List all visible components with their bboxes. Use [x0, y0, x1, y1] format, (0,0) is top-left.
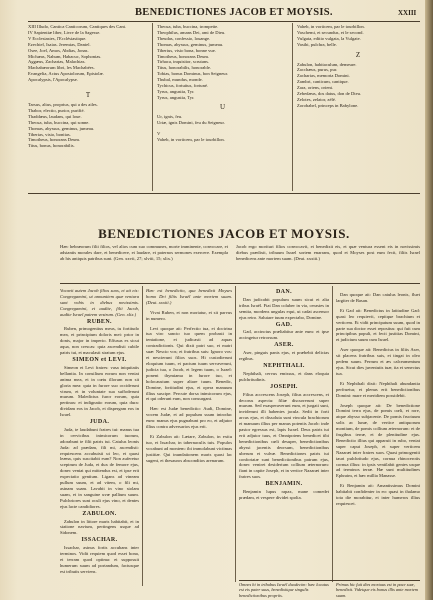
glossary-col2-letter: U — [219, 102, 226, 111]
tribe-heading: DAN. — [275, 289, 293, 295]
glossary-entry: Thecua, tuba, buccina, trompette. — [157, 24, 219, 29]
blessing-text: Vivat Ruben, et non moriatur, et sit parvus in numero. — [146, 309, 232, 321]
glossary-col3-letter: Z — [355, 50, 361, 59]
glossary-entry: Tychicus, fortuitus, fortuné. — [157, 83, 209, 89]
footer-note-right: Primus hic fuit dies mortuus est in pace suæ, benedixit. Videtque eis bonus illis ante mortem suam. — [336, 582, 418, 598]
glossary-col3-entries-2 — [297, 62, 419, 109]
blessing-text: Aser, pinguis panis ejus, et præbebit delicias regibus. — [239, 350, 329, 362]
footer-note-left: Omnes hi in tribubus Israël duodecim: hæc locutus est eis pater suus, benedixitque singulis benedictionibus propriis. — [239, 582, 329, 598]
glossary-col2-entries — [157, 24, 288, 101]
glossary-entry: Tobias, bonus Dominus, bon Seigneur. — [157, 71, 229, 77]
blessing-text: Zabulon in littore maris habitabit, et in statione navium, pertingens usque ad Sidonem. — [60, 518, 139, 536]
glossary-entry: Thaddæus, laudans, qui loue. — [28, 113, 82, 119]
glossary-entry: Vasthi, pulchra, belle. — [297, 41, 337, 47]
glossary-entry: XIII Illudo, Cantica Canticorum, Cantiques des Cant. — [28, 24, 127, 29]
glossary-entry: Zabulon, habitaculum, demeure. — [297, 61, 357, 67]
header-rule — [28, 21, 420, 22]
glossary-entry: Zacharias, memoria Domini. — [297, 73, 350, 79]
blessing-text: Et Zabulon ait: Lætare, Zabulon, in exitu tuo, et Issachar, in tabernaculis tuis. Populos vocabunt ad montem: ibi immolabunt victimas justitiæ. Qui inundationem maris quasi lac sugent, et thesauros absconditos arenarum. — [146, 433, 232, 463]
glossary-entry: Thomas, abyssus, geminus, jumeau. — [28, 125, 95, 131]
jacob-intro: Vocavit autem Jacob filios suos, et ait eis: Congregamini, ut annuntiem quæ ventura sunt vobis in diebus novissimis. Congregamini, et audite, filii Jacob, audite Israel patrem vestrum. (Gen. xlix.) — [60, 288, 139, 317]
tribe-heading: NEPHTHALI. — [263, 362, 305, 369]
glossary-entry: Timotheus, honorans Deum. — [157, 53, 210, 59]
blessing-text: Filius accrescens Joseph, filius accrescens, et decorus aspectu: filiæ discurrerunt super murum. Sed exasperaverunt eum, et jurgati sunt, inviderunt illi habentes jacula. Sedit in forti arcus ejus, et dissoluta sunt vincula brachiorum et manuum illius per manus potentis Jacob: inde pastor egressus est, lapis Israel. Deus patris tui erit adjutor tuus, et Omnipotens benedicet tibi benedictionibus cœli desuper, benedictionibus abyssi jacentis deorsum, benedictionibus uberum et vulvæ. Benedictiones patris tui confortatæ sunt benedictionibus patrum ejus, donec veniret desiderium collium æternorum: fiant in capite Joseph, et in vertice Nazaræi inter fratres suos. — [239, 391, 329, 480]
glossary-entry: Tyrus, angustia, Tyr. — [157, 88, 195, 94]
intro-paragraph-1: Hæc hebræorum filii filios, vel alios cum suo communes, morte imminente, convocare, et adstantis morales dare, et benedicere, et laudare, et paternos sermones exercere. Exempla ab his antiquis patribus sunt. (Gen. xxvii, 27; xlviii, 15; xlix.) — [60, 244, 228, 261]
tribe-heading: RUBEN. — [87, 318, 112, 325]
tribe-heading: BENJAMIN. — [265, 481, 303, 488]
glossary-entry: Michæas, Nahum, Habacuc, Sophonias. — [28, 53, 102, 59]
moses-intro: Hæc est benedictio, qua benedixit Moyses homo Dei filiis Israël ante mortem suam. (Deut. xxxiii.) — [146, 288, 232, 305]
tribe-heading: SIMEON et LEVI. — [72, 356, 127, 363]
blessing-text: Dan quoque ait: Dan catulus leonis, fluet largiter de Basan. — [336, 292, 420, 303]
blessing-text: Ruben, primogenitus meus, tu fortitudo mea, et principium doloris mei: prior in donis, major in imperio. Effusus es sicut aqua, non crescas: quia ascendisti cubile patris tui, et maculasti stratum ejus. — [60, 326, 139, 356]
glossary-entry: Theophilus, amans Dei, ami de Dieu. — [157, 29, 226, 35]
glossary-entry: Thomas, abyssus, geminus, jumeau. — [157, 41, 224, 47]
jacob-column-right — [239, 288, 329, 574]
blessing-text: Simeon et Levi fratres: vasa iniquitatis bellantia. In consilium eorum non veniat anima mea, et in cœtu illorum non sit gloria mea: quia in furore suo occiderunt virum, et in voluntate sua suffoderunt murum. Maledictus furor eorum, quia pertinax: et indignatio eorum, quia dura: dividam eos in Jacob, et dispergam eos in Israel. — [60, 364, 139, 418]
glossary-entry: Vaschemi, et secundus, et le second. — [297, 29, 364, 35]
glossary-entry: Machabæorum libri, les Machabées. — [28, 65, 95, 71]
glossary-entry: Tarsus, altus, proprius, qui a des ailes. — [28, 101, 98, 107]
tribe-heading: JUDA. — [89, 419, 110, 426]
moses-blessings-continued — [336, 292, 420, 507]
glossary-entry: Tyrus, angustia, Tyr. — [157, 94, 195, 100]
moses-blessings — [146, 310, 232, 464]
glossary-entry: Tiberius, visio bona, bonne vue. — [157, 47, 216, 53]
glossary-col3-entries — [297, 24, 419, 48]
glossary-entry: Ezechiel, Isaias. Jeremias, Daniel. — [28, 41, 91, 47]
moses-column — [146, 288, 232, 584]
book-spine — [425, 0, 433, 600]
tribe-heading: JOSEPH. — [270, 383, 298, 390]
glossary-entry: Zebedæus, dos datus, don de Dieu. — [297, 91, 362, 97]
blessing-text: Et Nephthali dixit: Nephthali abundantia perfruetur, et plenus erit benedictionibus Domini: mare et meridiem possidebit. — [336, 380, 420, 398]
blessing-text: Juda, te laudabunt fratres tui: manus tua in cervicibus inimicorum tuorum, adorabunt te filii patris tui. Catulus leonis Juda: ad prædam, fili mi, ascendisti: requiescens accubuisti ut leo, et quasi leæna, quis suscitabit eum? Non auferetur sceptrum de Juda, et dux de femore ejus, donec veniat qui mittendus est, et ipse erit expectatio gentium. Ligans ad vineam pullum suum, et ad vitem, o fili mi, asinam suam. Lavabit in vino stolam suam, et in sanguine uvæ pallium suum. Pulchriores sunt oculi ejus vino, et dentes ejus lacte candidiores. — [60, 426, 139, 509]
page-number: XXIII — [398, 9, 417, 17]
section-rule-mid — [60, 283, 420, 284]
glossary-entry: V — [157, 131, 161, 137]
glossary-entry: Aggæus, Zacharias, Malachias. — [28, 59, 86, 65]
glossary-col1-entries — [28, 24, 148, 83]
intro-paragraph-2: Jacob ergo morituri filios convocavit, et benedixit eis, et quæ ventura essent eis in novissimis diebus prædixit, tribuum Israel sortem enarrans, quod et Moyses post eum fecit, filiis Israel benedicens ante mortem suam. (Deut. xxxiii.) — [236, 244, 420, 261]
glossary-entry: Zara, oriens, orient. — [297, 85, 334, 91]
glossary-column-2 — [157, 24, 288, 190]
glossary-col1-entries-2 — [28, 102, 148, 149]
glossary-entry: Zacchæus, purus, pur. — [297, 67, 338, 73]
glossary-entry: V Ecclesiastes, l'Ecclésiastique. — [28, 35, 87, 41]
glossary-col1-letter: T — [85, 91, 91, 100]
blessing-text: Et Gad ait: Benedictus in latitudine Gad: quasi leo requievit, cepitque brachium et verticem. Et vidit principatum suum, quod in parte sua doctor esset repositus: qui fuit cum principibus populi, et fecit justitias Domini, et judicium suum cum Israel. — [336, 307, 420, 343]
running-title: BENEDICTIONES JACOB ET MOYSIS. — [135, 7, 333, 18]
glossary-entry: Evangelia, Actus Apostolorum, Epistolæ. — [28, 71, 104, 77]
glossary-entry: Tiberias, visio, bonitas. — [28, 131, 71, 137]
glossary-entry: Osee, Joel, Amos, Abdias, Jonas. — [28, 47, 89, 53]
glossary-entry: Ur, ignis, feu. — [157, 113, 183, 119]
tribe-heading: ASER. — [274, 342, 294, 349]
glossary-column-3 — [297, 24, 419, 190]
jacob-blessings — [60, 320, 139, 575]
blessing-text: Dan judicabit populum suum sicut et alia tribus Israël. Fiat Dan coluber in via, cerastes in semita, mordens ungulas equi, ut cadat ascensor ejus retro. Salutare tuum expectabo, Domine. — [239, 296, 329, 320]
glossary-column-1 — [28, 24, 148, 190]
body-divider-1 — [142, 286, 143, 586]
tribe-heading: ZABULON. — [82, 510, 117, 517]
top-column-divider-2 — [292, 23, 293, 191]
glossary-entry: Titus, honorabilis, honorable. — [157, 65, 212, 71]
glossary-entry: Thecua, tuba, buccina, qui sonne. — [28, 119, 90, 125]
blessing-text: Joseph quoque ait: De benedictione Domini terra ejus, de pomis cœli, et rore, atque abysso subjacente. De pomis fructuum solis ac lunæ, de vertice antiquorum montium, de pomis collium æternorum: et de frugibus terræ, et de plenitudine ejus. Benedictio illius qui apparuit in rubo, veniat super caput Joseph, et super verticem Nazaræi inter fratres suos. Quasi primogeniti tauri pulchritudo ejus, cornua rhinocerotis cornua illius: in ipsis ventilabit gentes usque ad terminos terræ. Hæ sunt multitudines Ephraim, et hæc millia Manasse. — [336, 402, 420, 479]
glossary-entry: Apocalypsis, l'Apocalypse. — [28, 77, 78, 83]
blessing-text: Et Benjamin ait: Amantissimus Domini habitabit confidenter in eo: quasi in thalamo tota die morabitur, et inter humeros illius requiescet. — [336, 483, 420, 506]
glossary-entry: Titus, bonus, honorabilis. — [28, 143, 75, 149]
glossary-entry: Uriæ, ignis Domini, feu du Seigneur. — [157, 119, 225, 125]
tribe-heading: GAD. — [275, 321, 293, 328]
blessing-text: Issachar, asinus fortis accubans inter terminos. Vidit requiem quod esset bona, et terram quod optima: et supposuit humerum suum ad portandum, factusque est tributis serviens. — [60, 545, 139, 574]
glossary-entry: Vaheb, in vorticem, par le tourbillon. — [157, 137, 225, 143]
blessing-text: Gad, accinctus præliabitur ante eum: et ipse accingetur retrorsum. — [239, 329, 329, 341]
glossary-entry: Timotheus, honorans Deum. — [28, 137, 81, 143]
blessing-text: Aser quoque ait: Benedictus in filiis Aser, sit placens fratribus suis, et tingat in oleo pedem suum. Ferrum et æs calceamentum ejus. Sicut dies juventutis tuæ, ita et senectus tua. — [336, 347, 420, 376]
blessing-text: Hæc est Judæ benedictio: Audi, Domine, vocem Judæ, et ad populum suum introduc eum: manus ejus pugnabunt pro eo, et adjutor illius contra adversarios ejus erit. — [146, 406, 232, 430]
body-divider-3 — [332, 286, 333, 582]
blessing-text: Nephthali, cervus emissus, et dans eloquia pulchritudinis. — [239, 370, 329, 382]
glossary-entry: Thubal, mundus, monde. — [157, 77, 203, 83]
glossary-entry: Thabor, electio, purior, purifié. — [28, 107, 85, 113]
blessing-text: Benjamin lupus rapax, mane comedet prædam, et vespere dividet spolia. — [239, 489, 329, 500]
footer-rule — [239, 580, 420, 581]
glossary-entry: Tirhaca, inquisitor, scrutans. — [157, 59, 210, 65]
glossary-entry: Vaheb, in vorticem, par le tourbillon. — [297, 24, 365, 29]
glossary-entry: Zambri, canticum, cantique. — [297, 79, 349, 85]
glossary-entry: Zelotes, zelator, zélé. — [297, 96, 336, 102]
jacob-blessings-continued — [239, 290, 329, 501]
glossary-entry: Zorobabel, princeps in Babylone. — [297, 102, 359, 108]
section-title: BENEDICTIONES JACOB ET MOYSIS. — [98, 226, 350, 241]
glossary-entry: Theudas, confessio, louange. — [157, 35, 211, 41]
glossary-entry: Vulgata, editio vulgata, la Vulgate. — [297, 35, 361, 41]
tribe-heading: ISSACHAR. — [81, 537, 118, 544]
body-divider-2 — [235, 286, 236, 582]
jacob-column — [60, 288, 139, 598]
glossary-entry: IV Sapientiæ liber, Livre de la Sagesse. — [28, 29, 101, 35]
glossary-col2-entries-2 — [157, 114, 288, 144]
blessing-text: Levi quoque ait: Perfectio tua, et doctrina tua viro sancto tuo quem probasti in tentatione, et judicasti ad aquas contradictionis. Qui dixit patri suo, et matri suæ: Nescio vos; et fratribus suis: Ignoro vos: et nescierunt filios suos. Hi custodierunt eloquium tuum, et pactum tuum servaverunt, judicia tua, o Jacob, et legem tuam, o Israel: ponent thymiama in furore tuo, et holocaustum super altare tuum. Benedic, Domine, fortitudini ejus, et opera manuum illius suscipe. Percute dorsa inimicorum ejus, et qui oderunt eum, non consurgant. — [146, 325, 232, 402]
section-rule-top — [28, 193, 420, 194]
moses-column-right — [336, 288, 420, 574]
top-column-divider-1 — [152, 23, 153, 191]
